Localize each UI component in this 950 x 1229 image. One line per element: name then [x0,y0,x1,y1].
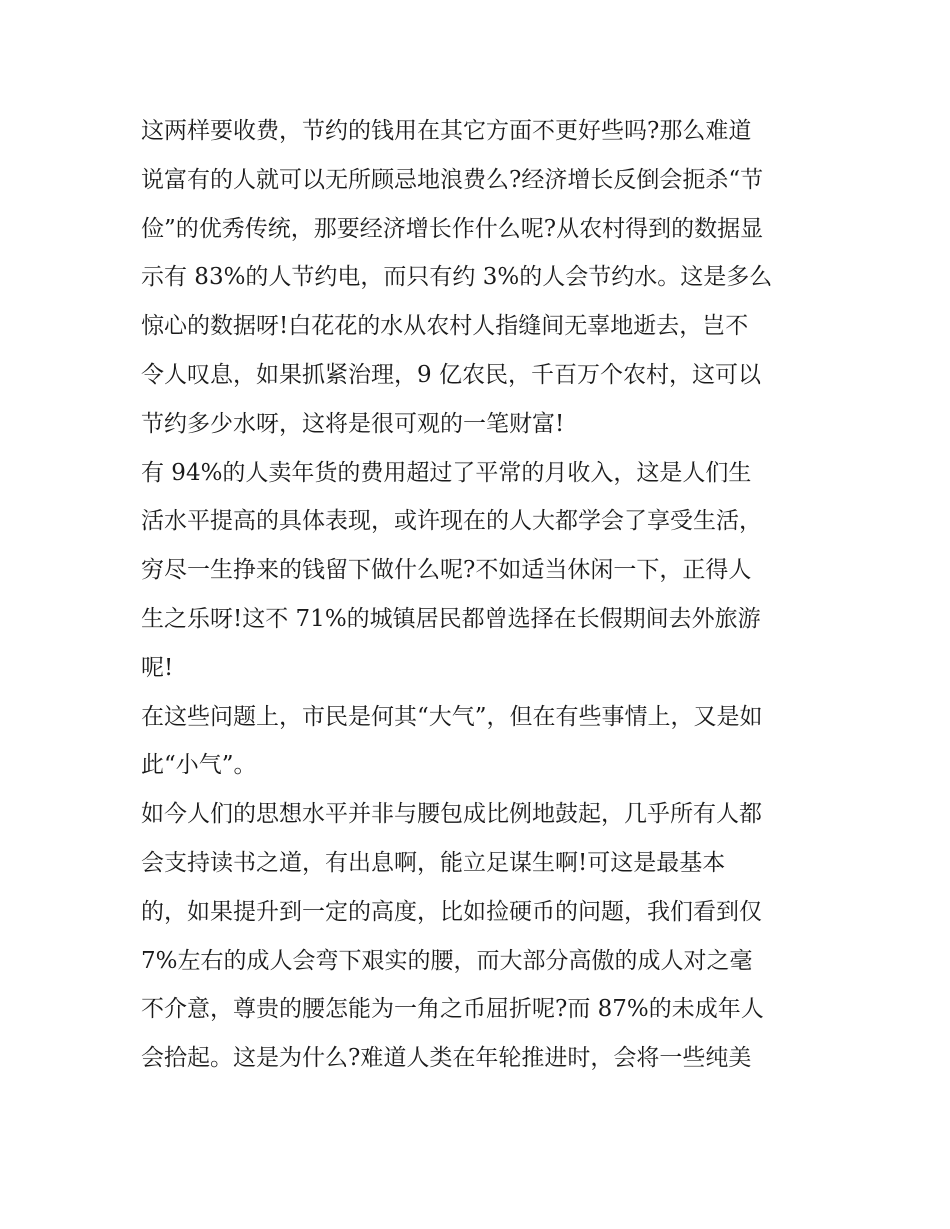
text-line: 在这些问题上，市民是何其“大气”，但在有些事情上，又是如 [141,703,763,730]
text-line: 惊心的数据呀!白花花的水从农村人指缝间无辜地逝去，岂不 [141,313,749,340]
text-line: 此“小气”。 [141,752,257,779]
text-line: 呢! [141,654,174,681]
text-line: 穷尽一生挣来的钱留下做什么呢?不如适当休闲一下，正得人 [141,557,752,584]
text-line: 的，如果提升到一定的高度，比如捡硬币的问题，我们看到仅 [141,898,762,925]
text-line: 如今人们的思想水平并非与腰包成比例地鼓起，几乎所有人都 [141,801,762,828]
text-line: 令人叹息，如果抓紧治理，9 亿农民，千百万个农村，这可以 [141,361,761,388]
text-line: 说富有的人就可以无所顾忌地浪费么?经济增长反倒会扼杀“节 [141,166,764,193]
text-line: 会支持读书之道，有出息啊，能立足谋生啊!可这是最基本 [141,849,726,876]
text-line: 节约多少水呀，这将是很可观的一笔财富! [141,410,565,437]
text-line: 不介意，尊贵的腰怎能为一角之币屈折呢?而 87%的未成年人 [141,996,764,1023]
body-text [141,107,821,1083]
text-line: 7%左右的成人会弯下艰实的腰，而大部分高傲的成人对之毫 [141,947,753,974]
text-line: 会拾起。这是为什么?难道人类在年轮推进时，会将一些纯美 [141,1045,752,1072]
text-line: 示有 83%的人节约电，而只有约 3%的人会节约水。这是多么 [141,264,773,291]
text-line: 生之乐呀!这不 71%的城镇居民都曾选择在长假期间去外旅游 [141,605,761,632]
text-line: 有 94%的人卖年货的费用超过了平常的月收入，这是人们生 [141,459,752,486]
text-line: 活水平提高的具体表现，或许现在的人大都学会了享受生活， [141,508,762,535]
text-line: 俭”的优秀传统，那要经济增长作什么呢?从农村得到的数据显 [141,215,764,242]
text-line: 这两样要收费，节约的钱用在其它方面不更好些吗?那么难道 [141,118,752,144]
